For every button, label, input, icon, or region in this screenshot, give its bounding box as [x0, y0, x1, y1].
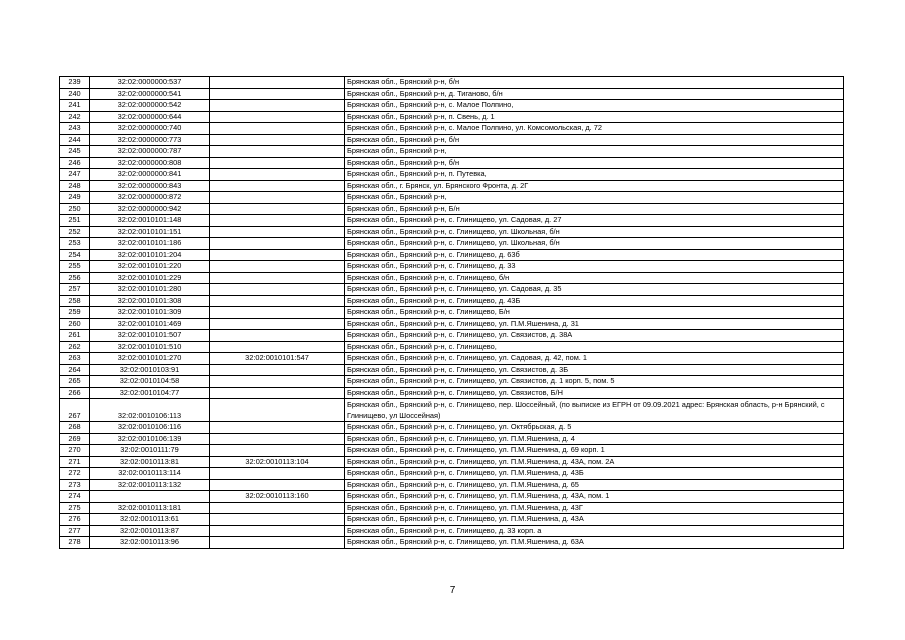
address-cell: Брянская обл., Брянский р-н, с. Глинищево, ул. Октябрьская, д. 5: [345, 422, 844, 434]
table-row: [60, 249, 844, 261]
related-cadastral-number-cell: [210, 146, 345, 158]
cadastral-number-cell: 32:02:0010101:309: [90, 307, 210, 319]
row-number-cell: 250: [60, 203, 90, 215]
related-cadastral-number-cell: [210, 77, 345, 89]
row-number-cell: 251: [60, 215, 90, 227]
row-number-cell: 266: [60, 387, 90, 399]
cadastral-number-cell: 32:02:0000000:537: [90, 77, 210, 89]
row-number-cell: 252: [60, 226, 90, 238]
table-row: [60, 525, 844, 537]
address-cell: Брянская обл., Брянский р-н, с. Глинищево, д. 33 корп. а: [345, 525, 844, 537]
cadastral-number-cell: 32:02:0010113:61: [90, 514, 210, 526]
row-number-cell: 242: [60, 111, 90, 123]
row-number-cell: 253: [60, 238, 90, 250]
row-number-cell: 267: [60, 399, 90, 422]
related-cadastral-number-cell: [210, 123, 345, 135]
cadastral-number-cell: 32:02:0010103:91: [90, 364, 210, 376]
row-number-cell: 241: [60, 100, 90, 112]
row-number-cell: 275: [60, 502, 90, 514]
cadastral-number-cell: 32:02:0010113:114: [90, 468, 210, 480]
related-cadastral-number-cell: 32:02:0010101:547: [210, 353, 345, 365]
row-number-cell: 264: [60, 364, 90, 376]
row-number-cell: 248: [60, 180, 90, 192]
cadastral-number-cell: 32:02:0000000:841: [90, 169, 210, 181]
address-cell: Брянская обл., Брянский р-н, с. Глинищево, ул. П.М.Яшенина, д. 43Б: [345, 468, 844, 480]
table-row: [60, 215, 844, 227]
address-cell: Брянская обл., Брянский р-н, с. Глинищево, ул. Связистов, Б/Н: [345, 387, 844, 399]
row-number-cell: 270: [60, 445, 90, 457]
address-cell: Брянская обл., Брянский р-н, с. Глинищево, ул. П.М.Яшенина, д. 63А: [345, 537, 844, 549]
related-cadastral-number-cell: [210, 468, 345, 480]
cadastral-number-cell: 32:02:0010101:469: [90, 318, 210, 330]
address-cell: Брянская обл., Брянский р-н, с. Глинищево, ул. П.М.Яшенина, д. 65: [345, 479, 844, 491]
table-row: [60, 284, 844, 296]
related-cadastral-number-cell: [210, 364, 345, 376]
related-cadastral-number-cell: [210, 157, 345, 169]
cadastral-number-cell: 32:02:0010101:308: [90, 295, 210, 307]
row-number-cell: 258: [60, 295, 90, 307]
cadastral-number-cell: 32:02:0000000:843: [90, 180, 210, 192]
related-cadastral-number-cell: [210, 169, 345, 181]
address-cell: Брянская обл., Брянский р-н, б/н: [345, 77, 844, 89]
cadastral-number-cell: 32:02:0000000:808: [90, 157, 210, 169]
cadastral-number-cell: 32:02:0010113:132: [90, 479, 210, 491]
address-cell: Брянская обл., Брянский р-н, с. Малое Полпино, ул. Комсомольская, д. 72: [345, 123, 844, 135]
table-row: [60, 433, 844, 445]
address-cell: Брянская обл., Брянский р-н, с. Глинищево, ул. П.М.Яшенина, д. 43А: [345, 514, 844, 526]
row-number-cell: 276: [60, 514, 90, 526]
related-cadastral-number-cell: [210, 537, 345, 549]
cadastral-number-cell: 32:02:0010101:270: [90, 353, 210, 365]
row-number-cell: 268: [60, 422, 90, 434]
related-cadastral-number-cell: [210, 387, 345, 399]
table-row: [60, 226, 844, 238]
cadastral-number-cell: 32:02:0010104:77: [90, 387, 210, 399]
related-cadastral-number-cell: [210, 111, 345, 123]
row-number-cell: 243: [60, 123, 90, 135]
related-cadastral-number-cell: [210, 88, 345, 100]
address-cell: Брянская обл., Брянский р-н, с. Глинищево, ул. Садовая, д. 35: [345, 284, 844, 296]
table-row: [60, 330, 844, 342]
cadastral-number-cell: 32:02:0010101:280: [90, 284, 210, 296]
related-cadastral-number-cell: [210, 203, 345, 215]
address-cell: Брянская обл., Брянский р-н, с. Глинищево, Б/н: [345, 307, 844, 319]
table-row: [60, 203, 844, 215]
row-number-cell: 277: [60, 525, 90, 537]
cadastral-number-cell: 32:02:0000000:773: [90, 134, 210, 146]
table-row: [60, 456, 844, 468]
row-number-cell: 265: [60, 376, 90, 388]
cadastral-number-cell: 32:02:0010101:204: [90, 249, 210, 261]
related-cadastral-number-cell: 32:02:0010113:160: [210, 491, 345, 503]
address-cell: Брянская обл., Брянский р-н, б/н: [345, 134, 844, 146]
address-cell: Брянская обл., Брянский р-н, с. Глинищево, ул. Школьная, б/н: [345, 238, 844, 250]
related-cadastral-number-cell: [210, 272, 345, 284]
cadastral-number-cell: 32:02:0000000:644: [90, 111, 210, 123]
related-cadastral-number-cell: [210, 422, 345, 434]
table-row: [60, 479, 844, 491]
cadastral-number-cell: 32:02:0000000:541: [90, 88, 210, 100]
related-cadastral-number-cell: [210, 134, 345, 146]
row-number-cell: 257: [60, 284, 90, 296]
address-cell: Брянская обл., г. Брянск, ул. Брянского Фронта, д. 2Г: [345, 180, 844, 192]
cadastral-number-cell: 32:02:0010106:139: [90, 433, 210, 445]
cadastral-number-cell: 32:02:0010101:229: [90, 272, 210, 284]
related-cadastral-number-cell: [210, 249, 345, 261]
cadastral-number-cell: 32:02:0010113:181: [90, 502, 210, 514]
cadastral-number-cell: 32:02:0010101:220: [90, 261, 210, 273]
cadastral-number-cell: 32:02:0010113:81: [90, 456, 210, 468]
row-number-cell: 274: [60, 491, 90, 503]
address-cell: Брянская обл., Брянский р-н, с. Глинищево, ул. Садовая, д. 42, пом. 1: [345, 353, 844, 365]
related-cadastral-number-cell: [210, 192, 345, 204]
row-number-cell: 259: [60, 307, 90, 319]
table-row: [60, 422, 844, 434]
page-number: 7: [449, 585, 456, 596]
row-number-cell: 278: [60, 537, 90, 549]
table-row: [60, 468, 844, 480]
related-cadastral-number-cell: [210, 502, 345, 514]
related-cadastral-number-cell: 32:02:0010113:104: [210, 456, 345, 468]
cadastral-number-cell: 32:02:0000000:740: [90, 123, 210, 135]
table-row: [60, 169, 844, 181]
address-cell: Брянская обл., Брянский р-н, с. Глинищево, д. 63б: [345, 249, 844, 261]
address-cell: Брянская обл., Брянский р-н, с. Глинищево, ул. Связистов, д. 1 корп. 5, пом. 5: [345, 376, 844, 388]
table-row: [60, 307, 844, 319]
cadastral-number-cell: 32:02:0000000:942: [90, 203, 210, 215]
row-number-cell: 260: [60, 318, 90, 330]
row-number-cell: 262: [60, 341, 90, 353]
address-cell: Брянская обл., Брянский р-н, с. Глинищево, ул. П.М.Яшенина, д. 31: [345, 318, 844, 330]
row-number-cell: 245: [60, 146, 90, 158]
cadastral-number-cell: 32:02:0010101:148: [90, 215, 210, 227]
related-cadastral-number-cell: [210, 295, 345, 307]
related-cadastral-number-cell: [210, 330, 345, 342]
address-cell: Брянская обл., Брянский р-н, с. Глинищево, ул. Школьная, б/н: [345, 226, 844, 238]
cadastral-number-cell: 32:02:0010101:507: [90, 330, 210, 342]
table-row: [60, 111, 844, 123]
address-cell: Брянская обл., Брянский р-н, Б/н: [345, 203, 844, 215]
address-cell: Брянская обл., Брянский р-н,: [345, 192, 844, 204]
related-cadastral-number-cell: [210, 479, 345, 491]
row-number-cell: 256: [60, 272, 90, 284]
address-cell: Брянская обл., Брянский р-н, с. Глинищево, ул. Связистов, д. 3Б: [345, 364, 844, 376]
cadastral-number-cell: 32:02:0010101:186: [90, 238, 210, 250]
cadastral-number-cell: [90, 491, 210, 503]
related-cadastral-number-cell: [210, 215, 345, 227]
related-cadastral-number-cell: [210, 341, 345, 353]
row-number-cell: 272: [60, 468, 90, 480]
table-row: [60, 318, 844, 330]
address-cell: Брянская обл., Брянский р-н, с. Глинищево, ул. П.М.Яшенина, д. 43А, пом. 2А: [345, 456, 844, 468]
related-cadastral-number-cell: [210, 433, 345, 445]
related-cadastral-number-cell: [210, 445, 345, 457]
table-row: [60, 100, 844, 112]
register-table-body: [60, 77, 844, 549]
table-row: [60, 88, 844, 100]
table-row: [60, 537, 844, 549]
cadastral-number-cell: 32:02:0010113:87: [90, 525, 210, 537]
row-number-cell: 271: [60, 456, 90, 468]
row-number-cell: 263: [60, 353, 90, 365]
address-cell: Брянская обл., Брянский р-н, б/н: [345, 157, 844, 169]
table-row: [60, 146, 844, 158]
table-row: [60, 134, 844, 146]
related-cadastral-number-cell: [210, 180, 345, 192]
table-row: [60, 514, 844, 526]
related-cadastral-number-cell: [210, 376, 345, 388]
row-number-cell: 254: [60, 249, 90, 261]
table-row: [60, 272, 844, 284]
table-row: [60, 157, 844, 169]
address-cell: Брянская обл., Брянский р-н, д. Тиганово, б/н: [345, 88, 844, 100]
row-number-cell: 273: [60, 479, 90, 491]
address-cell: Брянская обл., Брянский р-н, с. Глинищево, д. 43Б: [345, 295, 844, 307]
table-row: [60, 192, 844, 204]
row-number-cell: 239: [60, 77, 90, 89]
table-row: [60, 445, 844, 457]
row-number-cell: 240: [60, 88, 90, 100]
table-row: [60, 180, 844, 192]
table-row: [60, 387, 844, 399]
table-row: [60, 77, 844, 89]
table-row: [60, 353, 844, 365]
related-cadastral-number-cell: [210, 399, 345, 422]
cadastral-number-cell: 32:02:0010111:79: [90, 445, 210, 457]
related-cadastral-number-cell: [210, 514, 345, 526]
related-cadastral-number-cell: [210, 284, 345, 296]
cadastral-number-cell: 32:02:0010106:116: [90, 422, 210, 434]
address-cell: Брянская обл., Брянский р-н, с. Глинищево, ул. Связистов, д. 38А: [345, 330, 844, 342]
related-cadastral-number-cell: [210, 100, 345, 112]
table-row: [60, 238, 844, 250]
related-cadastral-number-cell: [210, 307, 345, 319]
address-cell: Брянская обл., Брянский р-н, с. Глинищево, ул. П.М.Яшенина, д. 43Г: [345, 502, 844, 514]
address-cell: Брянская обл., Брянский р-н, с. Глинищево,: [345, 341, 844, 353]
row-number-cell: 246: [60, 157, 90, 169]
table-row: [60, 364, 844, 376]
address-cell: Брянская обл., Брянский р-н, с. Глинищево, ул. П.М.Яшенина, д. 4: [345, 433, 844, 445]
row-number-cell: 244: [60, 134, 90, 146]
address-cell: Брянская обл., Брянский р-н, п. Свень, д. 1: [345, 111, 844, 123]
address-cell: Брянская обл., Брянский р-н, с. Глинищево, ул. П.М.Яшенина, д. 69 корп. 1: [345, 445, 844, 457]
table-row: [60, 295, 844, 307]
table-row: [60, 491, 844, 503]
cadastral-number-cell: 32:02:0010101:151: [90, 226, 210, 238]
table-row: [60, 341, 844, 353]
cadastral-number-cell: 32:02:0000000:542: [90, 100, 210, 112]
register-table: [59, 76, 844, 549]
address-cell: Брянская обл., Брянский р-н,: [345, 146, 844, 158]
related-cadastral-number-cell: [210, 261, 345, 273]
related-cadastral-number-cell: [210, 238, 345, 250]
cadastral-number-cell: 32:02:0010113:96: [90, 537, 210, 549]
cadastral-number-cell: 32:02:0000000:787: [90, 146, 210, 158]
address-cell: Брянская обл., Брянский р-н, с. Глинищево, пер. Шоссейный, (по выписке из ЕГРН от 09.09.2021 адрес: Брянская область, р-н Брянский, с Глинищево, ул Шоссейная): [345, 399, 844, 422]
cadastral-number-cell: 32:02:0010101:510: [90, 341, 210, 353]
row-number-cell: 249: [60, 192, 90, 204]
address-cell: Брянская обл., Брянский р-н, с. Глинищево, ул. Садовая, д. 27: [345, 215, 844, 227]
table-row: [60, 502, 844, 514]
cadastral-number-cell: 32:02:0010106:113: [90, 399, 210, 422]
table-row: [60, 399, 844, 422]
address-cell: Брянская обл., Брянский р-н, с. Глинищево, б/н: [345, 272, 844, 284]
related-cadastral-number-cell: [210, 525, 345, 537]
cadastral-number-cell: 32:02:0010104:58: [90, 376, 210, 388]
address-cell: Брянская обл., Брянский р-н, с. Глинищево, д. 33: [345, 261, 844, 273]
row-number-cell: 247: [60, 169, 90, 181]
row-number-cell: 261: [60, 330, 90, 342]
row-number-cell: 269: [60, 433, 90, 445]
related-cadastral-number-cell: [210, 318, 345, 330]
cadastral-number-cell: 32:02:0000000:872: [90, 192, 210, 204]
table-row: [60, 123, 844, 135]
address-cell: Брянская обл., Брянский р-н, п. Путевка,: [345, 169, 844, 181]
address-cell: Брянская обл., Брянский р-н, с. Малое Полпино,: [345, 100, 844, 112]
related-cadastral-number-cell: [210, 226, 345, 238]
row-number-cell: 255: [60, 261, 90, 273]
table-row: [60, 376, 844, 388]
table-row: [60, 261, 844, 273]
address-cell: Брянская обл., Брянский р-н, с. Глинищево, ул. П.М.Яшенина, д. 43А, пом. 1: [345, 491, 844, 503]
